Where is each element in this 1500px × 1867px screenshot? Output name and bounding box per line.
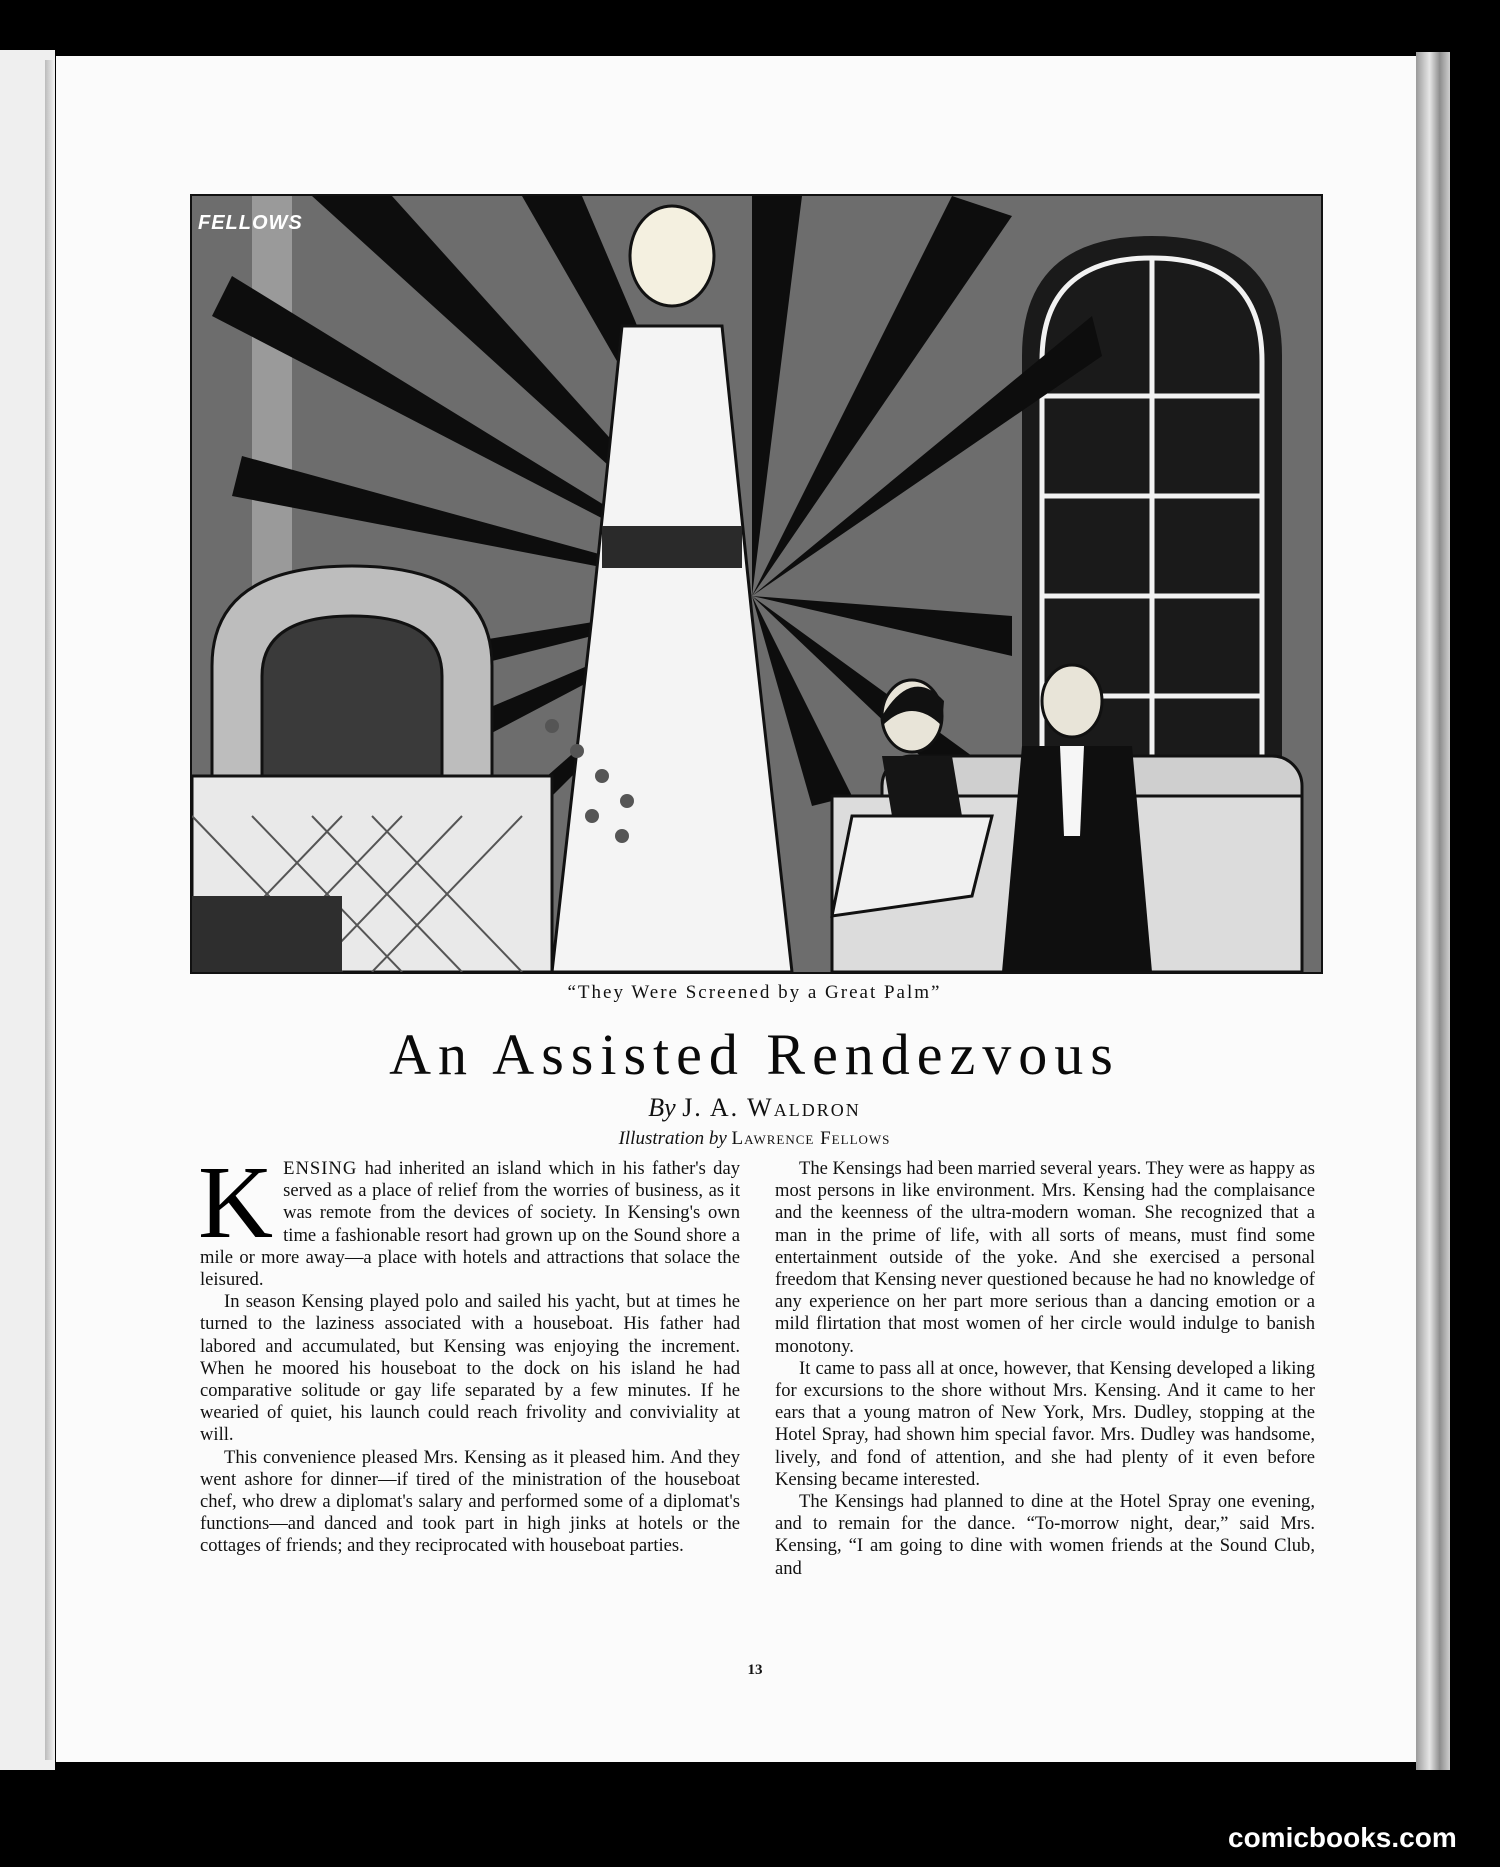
page-number: 13 [747,1662,763,1678]
illustration-caption: “They Were Screened by a Great Palm” [567,982,942,1003]
article-column-right [775,1158,1315,1580]
paragraph-text: had inherited an island which in his father's day served as a place of relief from the worries of business, as it was remote from the devices of society. In Kensing's own time a fashionable resort had grown up on the Sound shore a mile or more away—a place with hotels and attractions that solace the leisured. [200,1158,740,1291]
credit-label: Illustration by [618,1128,727,1149]
credit-artist: Lawrence Fellows [731,1128,891,1149]
illustration-credit [190,1128,1319,1150]
facing-page-edge [45,60,55,1760]
palm-scene-illustration [192,196,1321,972]
paragraph: It came to pass all at once, however, that Kensing developed a liking for excursions to the shore without Mrs. Kensing. And it came to her ears that a young matron of New York, Mrs. Dudley, stopping at the Hotel Spray, had shown him special favor. Mrs. Dudley was handsome, lively, and fond of attention, and she had plenty of it even before Kensing became interested. [775,1357,1315,1490]
paragraph: The Kensings had been married several years. They were as happy as most persons in like environment. Mrs. Kensing had the complaisance and the keenness of the ultra-modern woman. She recognized that a man in the prime of life, with all sorts of means, must find some entertainment outside of the yoke. And she exercised a personal freedom that Kensing never questioned because he had no knowledge of any experience on her part more serious than a dancing emotion or a mild flirtation that most women of her circle would indulge to banish monotony. [775,1158,1315,1357]
drop-cap: K [198,1145,274,1260]
paragraph: In season Kensing played polo and sailed his yacht, but at times he turned to the laziness associated with a houseboat. His father had labored and accumulated, but Kensing was enjoying the increment. When he moored his houseboat to the dock on his island he had comparative solitude or gay life separated by a few minutes. If he wearied of quiet, his launch could reach frivolity and conviviality at will. [200,1291,740,1446]
artist-signature: FELLOWS [198,212,303,234]
opening-word: ENSING [283,1158,358,1179]
byline-author: J. A. Waldron [682,1093,861,1122]
site-watermark: comicbooks.com [1228,1822,1457,1853]
illustration-panel [190,194,1323,974]
article-title: An Assisted Rendezvous [389,1022,1120,1087]
paragraph: The Kensings had planned to dine at the Hotel Spray one evening, and to remain for the dance. “To-morrow night, dear,” said Mrs. Kensing, “I am going to dine with women friends at the Sound Club, and [775,1491,1315,1579]
byline-by: By [648,1093,676,1122]
paragraph: This convenience pleased Mrs. Kensing as it pleased him. And they went ashore for dinner—if tired of the ministration of the houseboat chef, who drew a diplomat's salary and performed some of a diplomat's functions—and danced and took part in high jinks at hotels or the cottages of friends; and they reciprocated with houseboat parties. [200,1446,740,1557]
page-edge-stack [1416,52,1450,1770]
byline [190,1093,1319,1123]
paragraph [198,1145,740,1291]
article-column-left [198,1145,740,1558]
